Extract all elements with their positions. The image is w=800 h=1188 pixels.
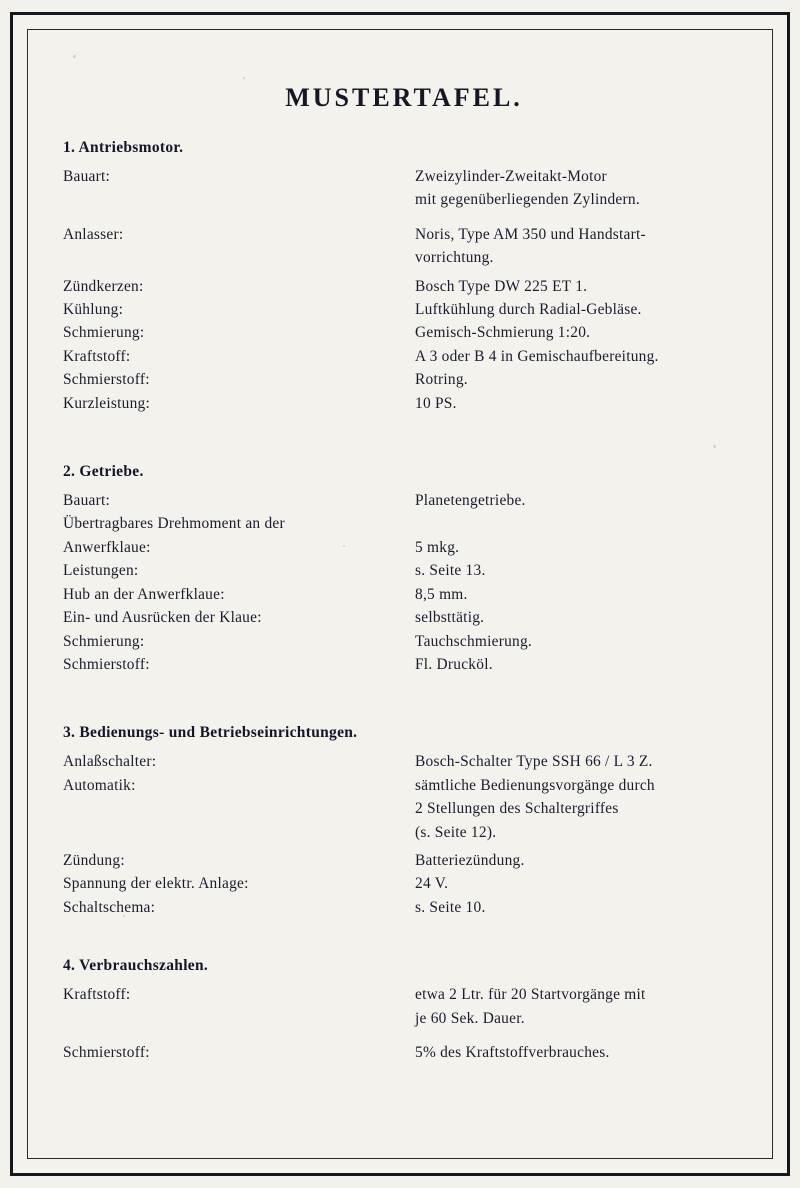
section-heading: 4. Verbrauchszahlen. bbox=[63, 957, 209, 975]
spec-value: Rotring. bbox=[415, 371, 468, 389]
spec-row bbox=[57, 896, 751, 919]
spec-row bbox=[57, 536, 751, 559]
spec-value: Bosch Type DW 225 ET 1. bbox=[415, 277, 588, 295]
spec-label: Kurzleistung: bbox=[63, 394, 151, 412]
spec-value: s. Seite 10. bbox=[415, 898, 486, 916]
spec-label: Anwerfklaue: bbox=[63, 538, 151, 556]
spec-label: Leistungen: bbox=[63, 562, 139, 580]
spec-row bbox=[57, 368, 751, 391]
section-heading: 1. Antriebsmotor. bbox=[63, 139, 184, 156]
spec-value: selbsttätig. bbox=[415, 609, 485, 627]
spec-value: etwa 2 Ltr. für 20 Startvorgänge mit bbox=[415, 986, 646, 1004]
spec-label: Schmierstoff: bbox=[63, 371, 150, 389]
spec-label: Spannung der elektr. Anlage: bbox=[63, 875, 249, 893]
page-title: MUSTERTAFEL. bbox=[285, 83, 523, 112]
section-heading: 3. Bedienungs- und Betriebseinrichtungen. bbox=[63, 724, 358, 742]
spec-label: Schmierung: bbox=[63, 324, 145, 342]
section-bedienungseinrichtungen bbox=[57, 724, 751, 919]
spec-value: 5% des Kraftstoffverbrauches. bbox=[415, 1043, 610, 1061]
spec-row bbox=[57, 606, 751, 629]
spec-list bbox=[57, 750, 751, 919]
spec-label: Ein- und Ausrücken der Klaue: bbox=[63, 609, 262, 627]
spec-value: 24 V. bbox=[415, 875, 449, 893]
spec-value: s. Seite 13. bbox=[415, 562, 486, 580]
spec-value: Fl. Drucköl. bbox=[415, 655, 493, 673]
spec-row bbox=[57, 630, 751, 653]
spec-label: Schmierstoff: bbox=[63, 655, 150, 673]
spec-label: Kraftstoff: bbox=[63, 986, 131, 1004]
spec-value: Planetengetriebe. bbox=[415, 492, 526, 510]
page-border-outer bbox=[10, 12, 790, 1176]
spec-value-continued: mit gegenüberliegenden Zylindern. bbox=[415, 191, 640, 209]
section-heading: 2. Getriebe. bbox=[63, 463, 144, 481]
spec-label: Hub an der Anwerfklaue: bbox=[63, 585, 225, 603]
spec-row bbox=[57, 653, 751, 676]
spec-label: Kühlung: bbox=[63, 301, 124, 319]
spec-row bbox=[57, 345, 751, 368]
spec-label: Automatik: bbox=[63, 776, 136, 794]
spec-value: Noris, Type AM 350 und Handstart- bbox=[415, 225, 646, 243]
spec-label: Schmierstoff: bbox=[63, 1043, 150, 1061]
spec-value: Zweizylinder-Zweitakt-Motor bbox=[415, 168, 607, 185]
spec-row bbox=[57, 583, 751, 606]
spec-row bbox=[57, 489, 751, 512]
section-verbrauchszahlen bbox=[57, 957, 751, 1064]
spec-value: Batteriezündung. bbox=[415, 851, 525, 869]
spec-row bbox=[57, 298, 751, 321]
spec-label: Zündkerzen: bbox=[63, 277, 144, 295]
spec-label: Zündung: bbox=[63, 851, 125, 869]
spec-row bbox=[57, 223, 751, 246]
spec-value: Bosch-Schalter Type SSH 66 / L 3 Z. bbox=[415, 753, 653, 771]
spec-list bbox=[57, 983, 751, 1064]
spec-label: Bauart: bbox=[63, 492, 111, 510]
spec-row bbox=[57, 165, 751, 188]
spec-value-continued: je 60 Sek. Dauer. bbox=[415, 1009, 525, 1027]
spec-row bbox=[57, 275, 751, 298]
section-antriebsmotor bbox=[57, 139, 751, 415]
spec-label: Bauart: bbox=[63, 168, 111, 185]
spec-row bbox=[57, 983, 751, 1006]
paper-speck bbox=[73, 55, 76, 58]
spec-value-continued: 2 Stellungen des Schaltergriffes bbox=[415, 800, 619, 818]
spec-label: Kraftstoff: bbox=[63, 347, 131, 365]
spec-row bbox=[57, 559, 751, 582]
spec-label: Schaltschema: bbox=[63, 898, 156, 916]
spec-value: Gemisch-Schmierung 1:20. bbox=[415, 324, 591, 342]
spec-row bbox=[57, 750, 751, 773]
spec-label: Übertragbares Drehmoment an der bbox=[63, 515, 285, 533]
spec-value: A 3 oder B 4 in Gemischaufbereitung. bbox=[415, 347, 659, 365]
spec-label: Anlaßschalter: bbox=[63, 753, 157, 771]
spec-value: 10 PS. bbox=[415, 394, 457, 412]
spec-row bbox=[57, 1041, 751, 1064]
spec-label: Anlasser: bbox=[63, 225, 124, 243]
spec-value: sämtliche Bedienungsvorgänge durch bbox=[415, 776, 655, 794]
spec-row bbox=[57, 872, 751, 895]
spec-list bbox=[57, 489, 751, 676]
spec-row bbox=[57, 392, 751, 415]
spec-value: 5 mkg. bbox=[415, 538, 460, 556]
spec-value: Luftkühlung durch Radial-Gebläse. bbox=[415, 301, 642, 319]
spec-row bbox=[57, 849, 751, 872]
spec-value: 8,5 mm. bbox=[415, 585, 468, 603]
section-getriebe bbox=[57, 463, 751, 676]
spec-value-continued: (s. Seite 12). bbox=[415, 823, 497, 841]
spec-value: Tauchschmierung. bbox=[415, 632, 533, 650]
spec-row bbox=[57, 321, 751, 344]
document-content bbox=[57, 61, 751, 1143]
spec-label: Schmierung: bbox=[63, 632, 145, 650]
spec-value-continued: vorrichtung. bbox=[415, 249, 494, 267]
spec-list bbox=[57, 165, 751, 415]
spec-row bbox=[57, 774, 751, 797]
